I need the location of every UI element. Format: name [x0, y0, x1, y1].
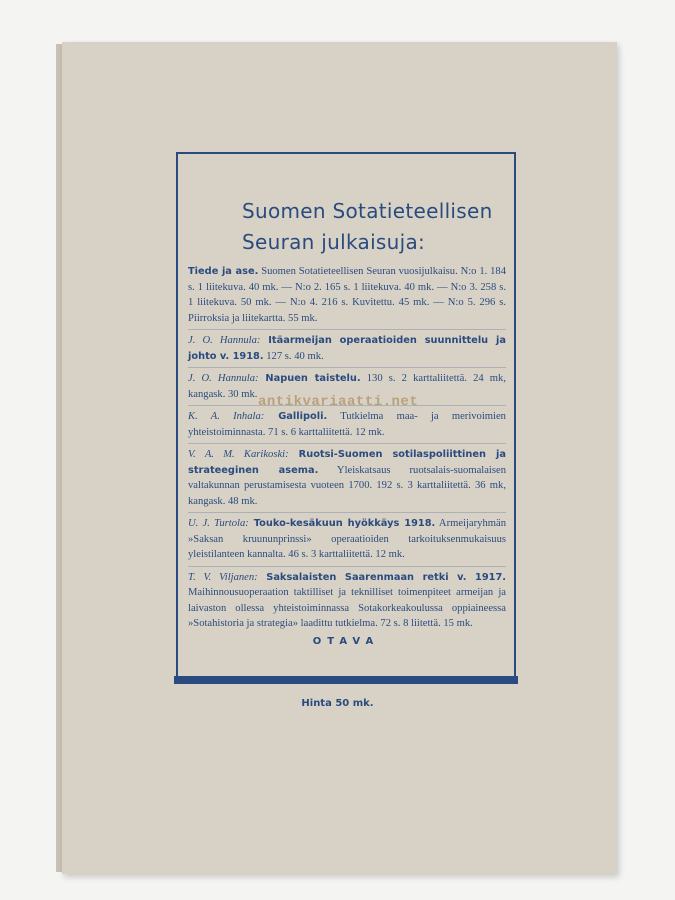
entry-details: Suomen Sotatieteellisen Seuran vuosijulkaisu. N:o 1. 184 s. 1 liitekuva. 40 mk. — N:o 2. 165 s. 1 liitekuva. 40 mk. — N:o 3. 258 s. 1 liitekuva. 50 mk. — N:o 4. 216 s. Kuvitettu. 45 mk. — N:o 5. 296 s. Piirroksia ja liitekartta. 55 mk. — [188, 266, 506, 324]
frame-right-rule — [514, 152, 516, 679]
entry-details: Tutkielma maa- ja merivoimien yhteistoiminnasta. 71 s. 6 karttaliitettä. 12 mk. — [188, 411, 506, 438]
publication-entry — [188, 264, 506, 326]
list-title — [242, 196, 512, 258]
publisher-name: OTAVA — [312, 636, 380, 647]
price-label: Hinta 50 mk. — [301, 698, 374, 709]
entry-author: J. O. Hannula: — [188, 335, 261, 346]
frame-top-rule — [176, 152, 516, 154]
publication-entry — [188, 405, 506, 440]
publication-entry — [188, 566, 506, 632]
publication-entry — [188, 329, 506, 364]
publication-entry — [188, 443, 506, 509]
publication-entry — [188, 512, 506, 563]
entry-author: T. V. Viljanen: — [188, 571, 258, 583]
entry-details: Yleiskatsaus ruotsalais-suomalaisen valtakunnan perustamisesta vuoteen 1700. 192 s. 3 karttaliitettä. 36 mk, kangask. 48 mk. — [188, 464, 507, 507]
title-line-1: Suomen Sotatieteellisen — [242, 199, 493, 223]
entry-title: Itäarmeijan operaatioiden suunnittelu ja johto v. 1918. — [188, 335, 506, 362]
frame-left-rule — [176, 152, 178, 679]
entry-details: 130 s. 2 karttaliitettä. 24 mk, kangask. 30 mk. — [188, 373, 506, 400]
entry-author: K. A. Inhala: — [188, 411, 265, 422]
entry-details: Armeijaryhmän »Saksan kruununprinssi» operaatioiden tarkoituksenmukaisuus yleistilanteen kannalta. 46 s. 3 karttaliitettä. 12 mk. — [188, 518, 506, 560]
watermark: antikvariaatti.net — [258, 394, 419, 410]
entry-title: Touko-kesäkuun hyökkäys 1918. — [248, 518, 436, 529]
publication-list-frame — [176, 152, 516, 679]
entry-author: J. O. Hannula: — [188, 373, 259, 384]
title-line-2: Seuran julkaisuja: — [242, 230, 426, 254]
entry-details: 127 s. 40 mk. — [263, 350, 324, 362]
entry-title: Napuen taistelu. — [258, 373, 361, 384]
entry-details: Maihinnousuoperaation taktilliset ja teknilliset toimenpiteet armeijan ja laivaston ollessa yhteistoiminnassa Sotakorkeakoulussa oppiaineessa »Sotahistoria ja strategia» laadittu tutkielma. 72 s. 8 liitettä. 15 mk. — [188, 587, 506, 629]
entry-title: Gallipoli. — [264, 411, 328, 422]
entry-title: Ruotsi-Suomen sotilaspoliittinen ja strateeginen asema. — [188, 449, 506, 476]
entry-title: Tiede ja ase. — [188, 266, 259, 277]
entry-title: Saksalaisten Saarenmaan retki v. 1917. — [257, 571, 506, 583]
entry-author: U. J. Turtola: — [188, 518, 249, 529]
entry-author: V. A. M. Karikoski: — [188, 449, 289, 460]
publication-entries — [188, 264, 506, 635]
frame-bottom-rule — [174, 676, 518, 684]
